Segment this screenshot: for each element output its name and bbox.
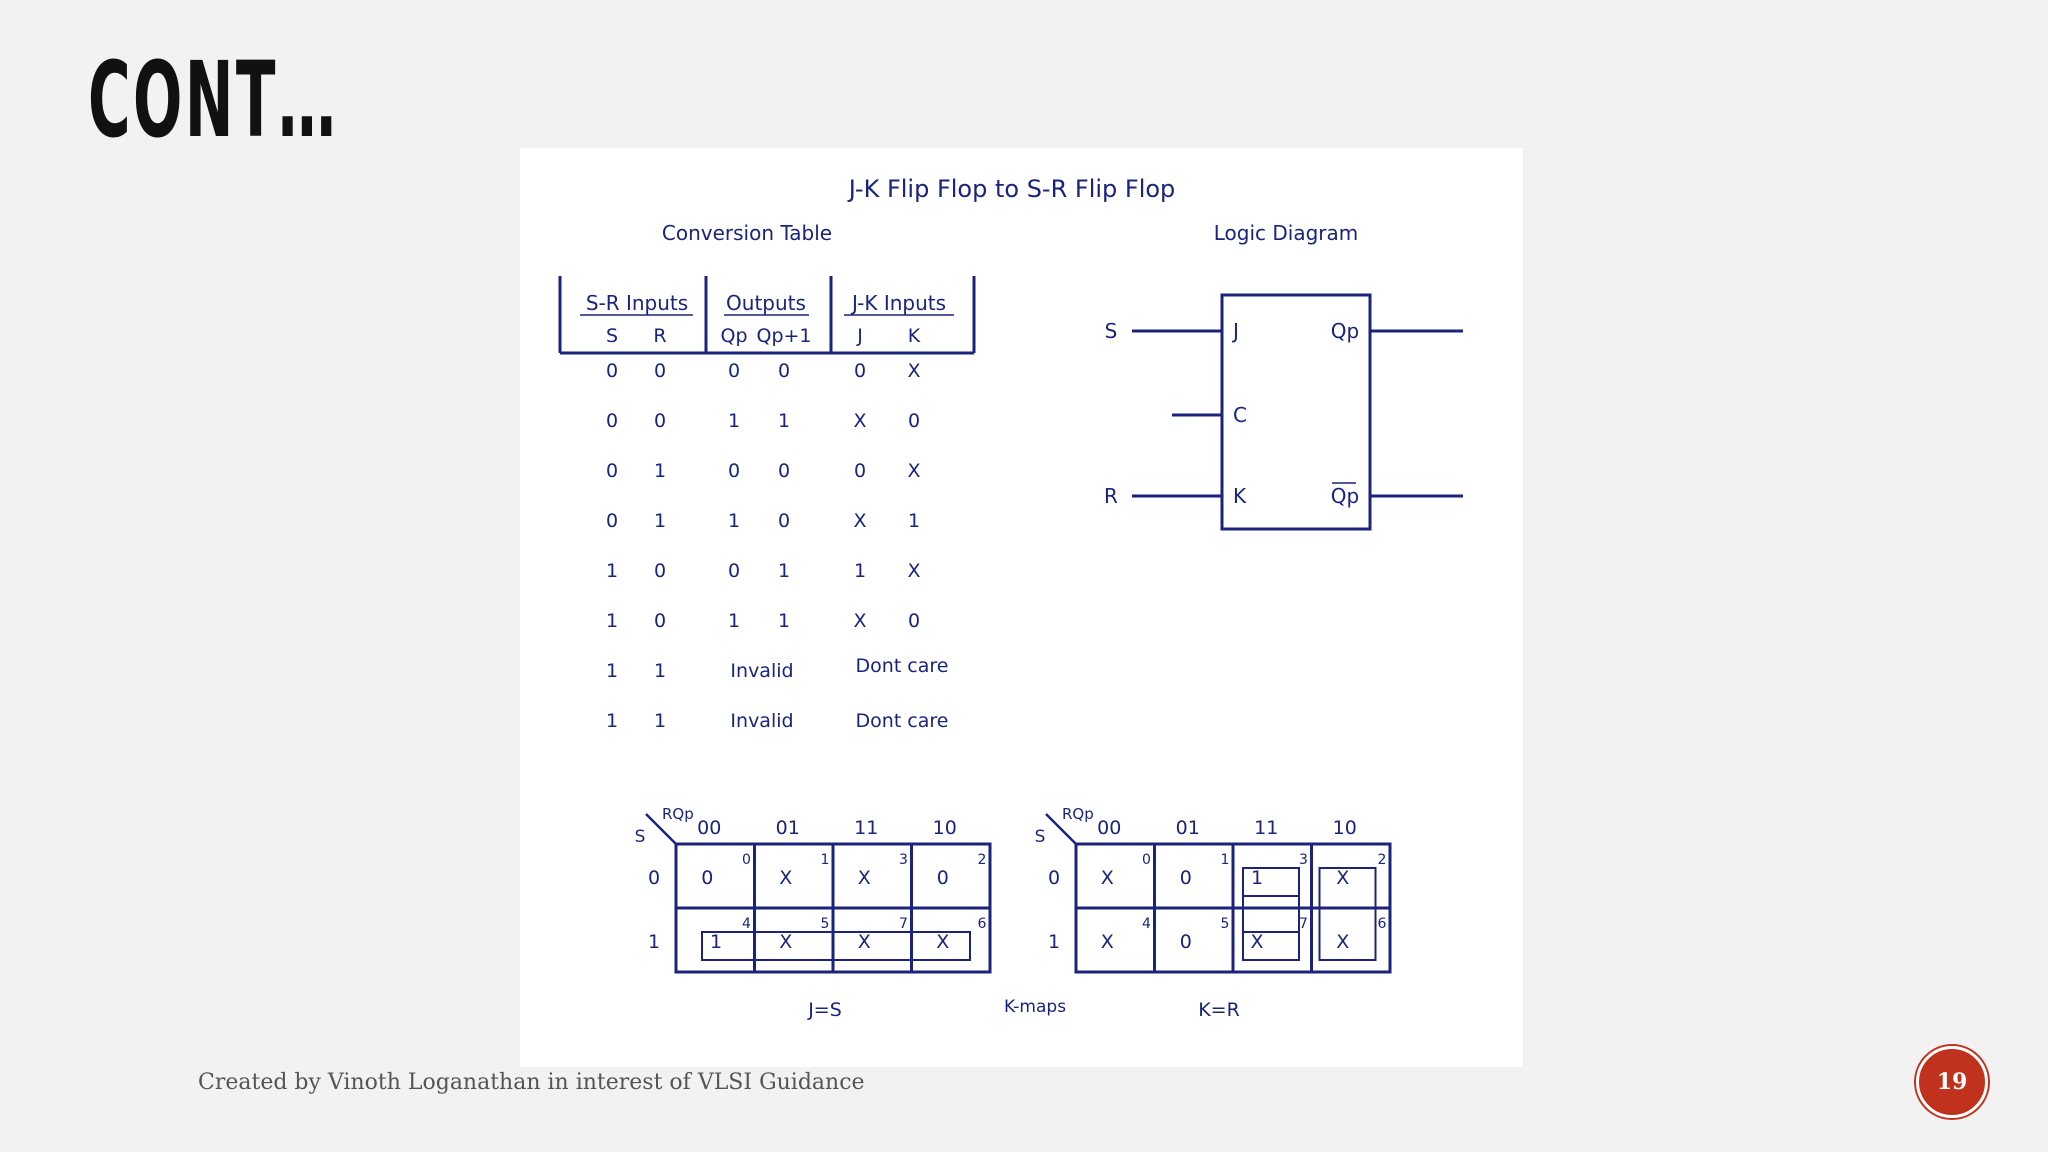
kmap-k [1035, 805, 1390, 1021]
table-cell: 1 [653, 660, 667, 682]
table-cell: 0 [653, 610, 667, 632]
kmap-cell: X [1100, 931, 1114, 953]
kmap-cell: X [1336, 931, 1350, 953]
kmap-cell: X [779, 867, 793, 889]
table-cell: 0 [727, 360, 741, 382]
header-qp1: Qp+1 [756, 325, 812, 347]
kmap-name: K=R [1198, 999, 1240, 1021]
table-cell: 0 [727, 560, 741, 582]
kmap-corner-left: S [634, 827, 646, 847]
kmap-corner-top: RQp [1062, 805, 1094, 823]
kmap-cell-index: 2 [977, 852, 987, 868]
table-heading: Conversion Table [661, 221, 833, 245]
kmap-corner-top: RQp [662, 805, 694, 823]
table-cell-invalid: Invalid [730, 660, 794, 682]
table-cell: 1 [605, 560, 619, 582]
kmap-cell-index: 7 [899, 916, 908, 932]
logic-input-r: R [1104, 484, 1118, 508]
kmap-corner-left: S [1034, 827, 1046, 847]
kmap-cell: X [936, 931, 950, 953]
table-cell: X [853, 610, 867, 632]
kmap-cell-index: 0 [1142, 852, 1151, 868]
header-jk-inputs: J-K Inputs [851, 291, 947, 315]
table-cell: 1 [653, 510, 667, 532]
table-cell: 0 [605, 360, 619, 382]
kmap-row-header: 0 [1047, 867, 1061, 889]
table-cell: 0 [653, 560, 667, 582]
kmap-cell: X [779, 931, 793, 953]
kmap-j [635, 805, 990, 1021]
kmap-col-header: 00 [697, 817, 722, 839]
output-qp-bar: Qp [1330, 484, 1360, 508]
kmap-col-header: 10 [1332, 817, 1357, 839]
kmap-cell-index: 1 [820, 852, 830, 868]
kmap-cell-index: 1 [1220, 852, 1230, 868]
table-cell-dont-care: Dont care [855, 655, 949, 677]
header-j: J [857, 325, 863, 347]
table-cell: 0 [853, 460, 867, 482]
kmap-cell: 0 [1179, 931, 1192, 953]
table-cell: 0 [777, 360, 791, 382]
kmap-col-header: 01 [775, 817, 800, 839]
header-outputs: Outputs [726, 291, 806, 315]
table-cell: X [853, 410, 867, 432]
kmap-cell: X [857, 867, 871, 889]
table-cell: 1 [777, 610, 791, 632]
pin-c: C [1233, 403, 1247, 427]
table-cell: 0 [605, 460, 619, 482]
figure-title: J-K Flip Flop to S-R Flip Flop [848, 175, 1176, 203]
kmap-row-header: 1 [1047, 931, 1061, 953]
kmap-cell-index: 3 [899, 852, 908, 868]
kmap-cell-index: 0 [742, 852, 751, 868]
kmap-col-header: 00 [1097, 817, 1122, 839]
header-r: R [653, 325, 667, 347]
table-cell: 0 [605, 410, 619, 432]
table-cell: 0 [777, 510, 791, 532]
pin-k: K [1233, 484, 1247, 508]
table-cell-invalid: Invalid [730, 710, 794, 732]
conversion-table-rows [606, 360, 949, 732]
table-cell: X [853, 510, 867, 532]
page-number-badge: 19 [1916, 1046, 1988, 1118]
table-cell: 1 [605, 710, 619, 732]
header-sr-inputs: S-R Inputs [585, 291, 689, 315]
table-cell: 0 [653, 360, 667, 382]
diagram-heading: Logic Diagram [1213, 221, 1359, 245]
figure-card [520, 148, 1523, 1067]
kmap-cell: 0 [701, 867, 714, 889]
table-cell: X [907, 360, 921, 382]
kmaps-label: K-maps [1003, 997, 1067, 1017]
kmap-cell: X [1250, 931, 1264, 953]
table-cell: 1 [653, 460, 667, 482]
table-cell: 0 [605, 510, 619, 532]
kmap-cell-index: 7 [1299, 916, 1308, 932]
footer-credit: Created by Vinoth Loganathan in interest of VLSI Guidance [198, 1070, 865, 1095]
table-cell: 1 [907, 510, 921, 532]
table-cell: 0 [727, 460, 741, 482]
table-cell: 0 [907, 610, 921, 632]
kmap-cell-index: 5 [820, 916, 830, 932]
kmap-cell-index: 3 [1299, 852, 1308, 868]
table-cell: X [907, 460, 921, 482]
table-cell: 0 [907, 410, 921, 432]
header-s: S [605, 325, 619, 347]
table-cell: 1 [727, 410, 741, 432]
table-cell: 0 [853, 360, 867, 382]
kmap-cell: X [1336, 867, 1350, 889]
table-cell: 1 [777, 560, 791, 582]
kmap-cell: 1 [1250, 867, 1264, 889]
jk-to-sr-figure [520, 148, 1523, 1067]
table-cell: 0 [653, 410, 667, 432]
pin-j: J [1233, 319, 1239, 343]
kmap-col-header: 11 [854, 817, 879, 839]
kmap-row-header: 1 [647, 931, 661, 953]
kmap-cell: X [1100, 867, 1114, 889]
table-cell: 0 [777, 460, 791, 482]
logic-input-s: S [1104, 319, 1118, 343]
table-cell: 1 [605, 610, 619, 632]
flip-flop-block [1132, 295, 1463, 529]
kmap-col-header: 01 [1175, 817, 1200, 839]
kmap-cell-index: 6 [977, 916, 987, 932]
kmap-name: J=S [808, 999, 842, 1021]
kmap-cell-index: 5 [1220, 916, 1230, 932]
kmap-cell: X [857, 931, 871, 953]
kmap-cell: 1 [709, 931, 723, 953]
output-qp: Qp [1330, 319, 1360, 343]
kmap-cell-index: 6 [1377, 916, 1387, 932]
kmap-cell: 0 [936, 867, 949, 889]
table-cell: 1 [727, 510, 741, 532]
kmap-col-header: 11 [1254, 817, 1279, 839]
slide-title: CONT… [88, 39, 339, 161]
table-cell-dont-care: Dont care [855, 710, 949, 732]
kmap-cell: 0 [1179, 867, 1192, 889]
kmap-cell-index: 4 [1142, 916, 1151, 932]
kmap-row-header: 0 [647, 867, 661, 889]
kmap-col-header: 10 [932, 817, 957, 839]
table-cell: 1 [605, 660, 619, 682]
kmap-group-row [702, 932, 970, 960]
kmap-cell-index: 4 [742, 916, 751, 932]
table-cell: 1 [853, 560, 867, 582]
table-cell: 1 [727, 610, 741, 632]
header-k: K [907, 325, 921, 347]
header-qp: Qp [720, 325, 748, 347]
table-cell: X [907, 560, 921, 582]
table-cell: 1 [777, 410, 791, 432]
table-cell: 1 [653, 710, 667, 732]
kmap-cell-index: 2 [1377, 852, 1387, 868]
